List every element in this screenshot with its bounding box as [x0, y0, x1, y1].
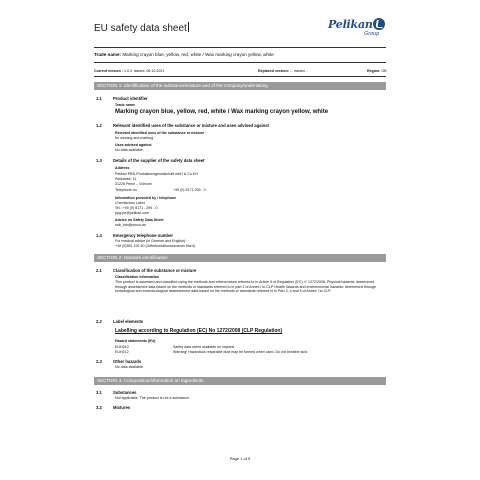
- classification-info-label: Classification information: [115, 275, 160, 279]
- region: [367, 69, 387, 73]
- uses-against-value: No data available.: [115, 148, 144, 152]
- section-1-4-number: 1.4: [96, 233, 102, 238]
- info-line: Tel.: +49 (0) 5171 - 299 - 0: [115, 206, 158, 210]
- advice-label: Advice on Safety Data Sheet: [115, 218, 164, 222]
- region-value: GB: [380, 69, 387, 73]
- section-2-1-heading: Classification of the substance or mixture: [113, 268, 197, 273]
- section-3-1-heading: Substances: [113, 390, 137, 395]
- section-1-3-heading: Details of the supplier of the safety data sheet: [113, 158, 205, 163]
- trade-name-value: Marking crayon blue, yellow, red, white / Wax marking crayon yellow, white: [121, 52, 274, 57]
- section-2-header: SECTION 2: Hazards identification: [94, 254, 386, 262]
- current-version: [94, 69, 164, 73]
- pelikan-emblem-icon: [373, 18, 385, 30]
- info-email: ppg-pe@pelikan.com: [115, 211, 150, 215]
- telephone-key: Telephone no.: [115, 188, 138, 192]
- replaced-version-value: - , issued: -: [288, 69, 308, 73]
- section-1-1-heading: Product identifier: [113, 96, 148, 101]
- page-number: Page 1 of 9: [229, 456, 251, 461]
- section-2-2-number: 2.2: [96, 319, 102, 324]
- other-hazards-text: No data available.: [115, 365, 144, 369]
- address-label: Address: [115, 166, 130, 170]
- classification-text: This product is assessed and classified using the methods and criteria below referred to in Article 9 of Regulation (EC) n° 1272/2008: Physical hazards: determined through assessment data based on the methods or standards referred to in part 2 of Annex I to CLP Health hazards and environmental hazards: determined through toxicological and ecotoxicological assessement data based on the methods or standards referred to in Part 3, 4 and 5 of Annex I to CLP.: [115, 280, 377, 294]
- clp-labelling-heading: Labelling according to Regulation (EC) No 1272/2008 (CLP Regulation): [115, 328, 283, 334]
- text-caret: [188, 22, 189, 32]
- pelikan-logo: [328, 18, 386, 46]
- trade-name-line: [94, 52, 274, 57]
- hazard-code: EUH210: [115, 345, 129, 349]
- logo-group-text: Group: [364, 31, 380, 37]
- address-line: 31228 Peine – Vöhrum: [115, 182, 152, 186]
- current-version-label: Current version :: [94, 69, 123, 73]
- identified-uses-value: for winning and marking: [115, 136, 154, 140]
- section-2-2-heading: Label elements: [113, 319, 144, 324]
- meta-divider: [94, 76, 386, 77]
- hazard-code: EUH212: [115, 350, 129, 354]
- hazard-statement: [115, 350, 308, 354]
- substances-text: Not applicable. The product is not a substance.: [115, 396, 190, 400]
- section-3-2-heading: Mixtures: [113, 405, 131, 410]
- product-name: Marking crayon blue, yellow, red, white / Wax marking crayon yellow, white: [115, 109, 329, 115]
- replaced-version: [258, 69, 308, 73]
- section-1-1-number: 1.1: [96, 96, 102, 101]
- current-version-value: 1.0.0, issued: 06.10.2021: [122, 69, 165, 73]
- section-1-2-number: 1.2: [96, 123, 102, 128]
- section-2-3-number: 2.3: [96, 359, 102, 364]
- section-2-3-heading: Other hazards: [113, 359, 142, 364]
- section-1-4-heading: Emergency telephone number: [113, 233, 174, 238]
- hazard-text: Safety data sheet available on request.: [173, 345, 236, 349]
- identified-uses-label: Relevant identified uses of the substance or mixture: [115, 131, 205, 135]
- info-line: Chemisches Labor: [115, 201, 145, 205]
- emergency-line: +49 (0)551 192 40 (Giftinformationszentrum Nord): [115, 244, 195, 248]
- uses-against-label: Uses advised against: [115, 143, 152, 147]
- hazard-statements-label: Hazard statements (EU): [115, 339, 156, 343]
- section-3-header: SECTION 3: Composition/information on ingredients: [94, 377, 386, 385]
- document-title-text: EU safety data sheet: [94, 23, 187, 34]
- telephone-row: [115, 188, 206, 192]
- section-3-2-number: 3.2: [96, 405, 102, 410]
- info-provided-label: Information provided by / telephone: [115, 196, 177, 200]
- trade-name-sublabel: Trade name: [115, 103, 135, 107]
- logo-wordmark: Pelikan: [328, 18, 373, 31]
- trade-name-label: Trade name:: [94, 52, 122, 57]
- replaced-version-label: Replaced version:: [258, 69, 289, 73]
- hazard-statement: [115, 345, 235, 349]
- hazard-text: Warning! Hazardous respirable dust may be formed when used. Do not breathe dust.: [173, 350, 309, 354]
- section-3-1-number: 3.1: [96, 390, 102, 395]
- section-1-header: SECTION 1: Identification of the substance/mixture and of the company/undertaking: [94, 82, 386, 90]
- document-title: [94, 22, 189, 34]
- section-1-2-heading: Relevant identified uses of the substance or mixture and uses advised against: [113, 123, 269, 128]
- emergency-line: For medical advice (in German and English):: [115, 239, 187, 243]
- address-line: Pelikanstr. 11: [115, 177, 137, 181]
- telephone-value: +49 (0) 5171 299 - 0: [173, 188, 206, 192]
- section-1-3-number: 1.3: [96, 158, 102, 163]
- header-divider: [94, 47, 386, 48]
- advice-email: sdb_info@umco.de: [115, 223, 147, 227]
- section-2-1-number: 2.1: [96, 268, 102, 273]
- trade-divider: [94, 62, 386, 63]
- address-line: Pelikan PBS-Produktionsgesellschaft mbH & Co.KG: [115, 172, 198, 176]
- region-label: Region:: [367, 69, 381, 73]
